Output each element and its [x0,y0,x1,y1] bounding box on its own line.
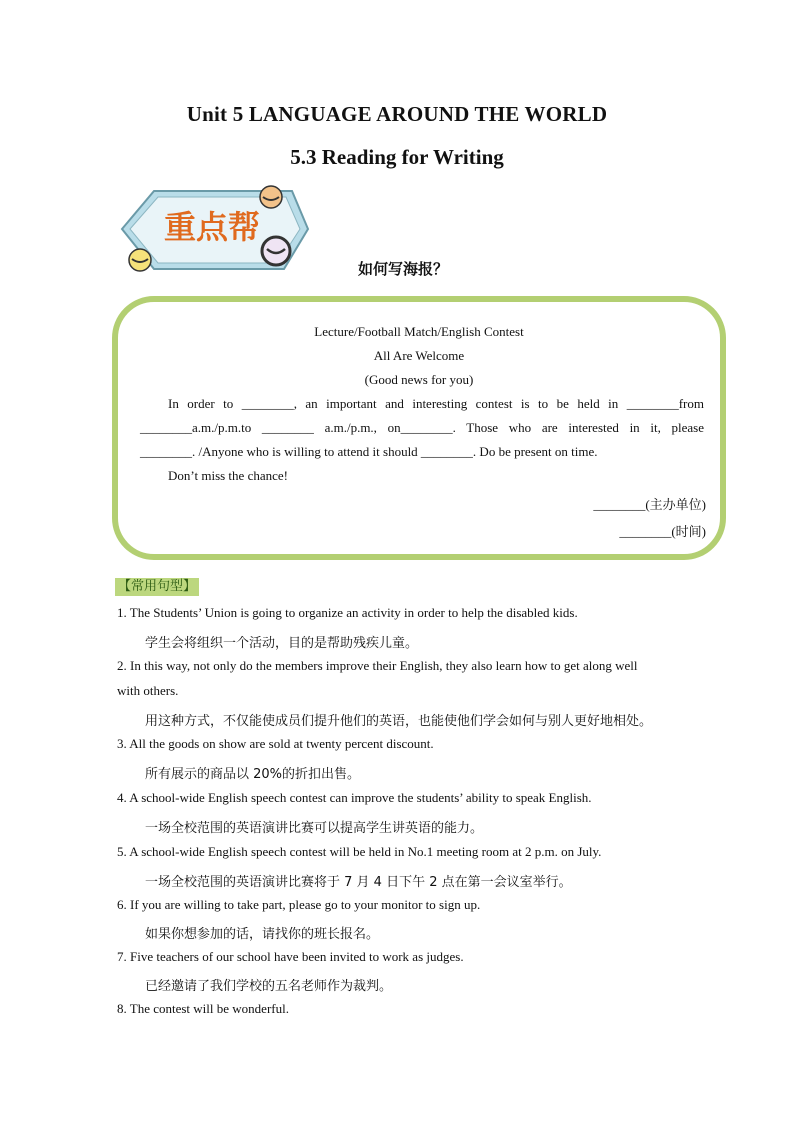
sentence-en-1: 1. The Students’ Union is going to organize an activity in order to help the disabled kids. [117,605,578,620]
sentence-en-6: 6. If you are willing to take part, please go to your monitor to sign up. [117,897,481,912]
sentence-en-2-cont: with others. [117,683,179,698]
face-icon-top [260,186,282,208]
sentence-en-5: 5. A school-wide English speech contest will be held in No.1 meeting room at 2 p.m. on July. [117,844,602,859]
sentence-en-2: 2. In this way, not only do the members improve their English, they also learn how to get along well [117,658,638,673]
badge-label: 重点帮 [163,208,261,246]
sentence-zh-6: 如果你想参加的话，请找你的班长报名。 [145,927,380,942]
sentence-en-8: 8. The contest will be wonderful. [117,1001,289,1016]
poster-body-line-3: ________. /Anyone who is willing to attend it should ________. Do be present on time. [140,444,598,459]
poster-welcome-line: All Are Welcome [373,348,465,363]
face-icon-right [262,237,290,265]
face-icon-left [129,249,151,271]
key-points-badge [114,183,314,275]
sentence-en-4: 4. A school-wide English speech contest can improve the students’ ability to speak English. [117,790,592,805]
poster-good-news-line: (Good news for you) [364,372,474,387]
poster-time-line: ________(时间) [619,524,706,539]
common-sentences-tag: 【常用句型】 [115,578,199,596]
document-title: Unit 5 LANGUAGE AROUND THE WORLD [186,102,608,126]
poster-organizer-line: ________(主办单位) [593,497,706,512]
poster-body-line-1: In order to ________, an important and interesting contest is to be held in ________from [168,396,704,411]
sentence-zh-4: 一场全校范围的英语演讲比赛可以提高学生讲英语的能力。 [145,821,484,836]
poster-closing-line: Don’t miss the chance! [168,468,288,483]
poster-template-box [112,296,726,560]
document-subtitle: 5.3 Reading for Writing [290,145,504,169]
sentence-zh-3: 所有展示的商品以 20%的折扣出售。 [145,767,361,782]
sentence-zh-2: 用这种方式，不仅能使成员们提升他们的英语，也能使他们学会如何与别人更好地相处。 [145,714,653,729]
poster-event-line: Lecture/Football Match/English Contest [314,324,524,339]
sentence-zh-7: 已经邀请了我们学校的五名老师作为裁判。 [145,979,393,994]
sentence-en-3: 3. All the goods on show are sold at twenty percent discount. [117,736,434,751]
sentence-zh-1: 学生会将组织一个活动，目的是帮助残疾儿童。 [145,636,419,651]
poster-body-line-2: ________a.m./p.m.to ________ a.m./p.m., on________. Those who are interested in it, please [140,420,704,435]
section-question: 如何写海报？ [358,260,449,278]
sentence-zh-5: 一场全校范围的英语演讲比赛将于 7 月 4 日下午 2 点在第一会议室举行。 [145,875,572,890]
sentence-en-7: 7. Five teachers of our school have been invited to work as judges. [117,949,464,964]
